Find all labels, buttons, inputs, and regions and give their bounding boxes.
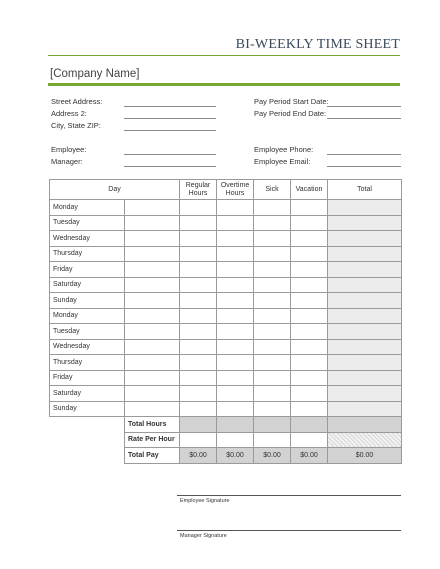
day-notes-cell[interactable] [125,231,180,247]
day-label: Monday [50,308,125,324]
pay-regular: $0.00 [180,448,217,464]
regular-hours-cell[interactable] [180,355,217,371]
day-label: Thursday [50,355,125,371]
regular-hours-cell[interactable] [180,200,217,216]
header-sick: Sick [254,180,291,200]
manager-signature-line[interactable] [177,530,401,531]
sick-cell[interactable] [254,246,291,262]
row-total-cell [328,324,402,340]
summary-rows [50,417,402,464]
row-total-cell [328,339,402,355]
regular-hours-cell[interactable] [180,215,217,231]
day-label: Wednesday [50,231,125,247]
timesheet-table [49,179,402,464]
sick-cell[interactable] [254,277,291,293]
table-row [50,308,402,324]
day-notes-cell[interactable] [125,355,180,371]
regular-hours-cell[interactable] [180,339,217,355]
vacation-cell[interactable] [291,231,328,247]
sick-cell[interactable] [254,200,291,216]
day-notes-cell[interactable] [125,339,180,355]
vacation-cell[interactable] [291,370,328,386]
rate-vacation-input[interactable] [291,432,328,448]
day-notes-cell[interactable] [125,262,180,278]
day-label: Wednesday [50,339,125,355]
regular-hours-cell[interactable] [180,293,217,309]
pay-period-end-input[interactable] [327,118,401,119]
employee-signature-line[interactable] [177,495,401,496]
table-row [50,370,402,386]
vacation-cell[interactable] [291,308,328,324]
address2-input[interactable] [124,118,216,119]
table-row [50,277,402,293]
day-notes-cell[interactable] [125,293,180,309]
row-total-cell [328,308,402,324]
header-regular-hours: Regular Hours [180,180,217,200]
header-divider [48,83,400,86]
table-row [50,355,402,371]
table-row [50,339,402,355]
row-total-cell [328,355,402,371]
total-hours-sick [254,417,291,433]
day-notes-cell[interactable] [125,308,180,324]
total-hours-row [50,417,402,433]
day-notes-cell[interactable] [125,277,180,293]
table-row [50,231,402,247]
day-rows [50,200,402,417]
pay-vacation: $0.00 [291,448,328,464]
vacation-cell[interactable] [291,401,328,417]
pay-period-start-label: Pay Period Start Date: [254,97,329,106]
vacation-cell[interactable] [291,324,328,340]
total-hours-regular [180,417,217,433]
day-label: Saturday [50,386,125,402]
employee-email-input[interactable] [327,166,401,167]
row-total-cell [328,262,402,278]
sick-cell[interactable] [254,401,291,417]
day-notes-cell[interactable] [125,200,180,216]
street-address-input[interactable] [124,106,216,107]
overtime-hours-cell[interactable] [217,370,254,386]
day-label: Thursday [50,246,125,262]
overtime-hours-cell[interactable] [217,277,254,293]
day-notes-cell[interactable] [125,215,180,231]
day-notes-cell[interactable] [125,401,180,417]
vacation-cell[interactable] [291,386,328,402]
table-row [50,401,402,417]
overtime-hours-cell[interactable] [217,386,254,402]
vacation-cell[interactable] [291,215,328,231]
day-label: Saturday [50,277,125,293]
rate-total-cell [328,432,402,448]
regular-hours-cell[interactable] [180,401,217,417]
title-divider [48,55,400,56]
row-total-cell [328,401,402,417]
overtime-hours-cell[interactable] [217,308,254,324]
pay-overtime: $0.00 [217,448,254,464]
row-total-cell [328,246,402,262]
regular-hours-cell[interactable] [180,246,217,262]
overtime-hours-cell[interactable] [217,355,254,371]
regular-hours-cell[interactable] [180,262,217,278]
sick-cell[interactable] [254,262,291,278]
table-row [50,262,402,278]
row-total-cell [328,200,402,216]
sick-cell[interactable] [254,308,291,324]
table-row [50,293,402,309]
row-total-cell [328,215,402,231]
overtime-hours-cell[interactable] [217,246,254,262]
day-label: Sunday [50,401,125,417]
overtime-hours-cell[interactable] [217,324,254,340]
pay-sick: $0.00 [254,448,291,464]
sick-cell[interactable] [254,231,291,247]
header-total: Total [328,180,402,200]
rate-per-hour-label: Rate Per Hour [125,432,180,448]
table-row [50,246,402,262]
company-name-field[interactable]: [Company Name] [50,68,140,80]
day-notes-cell[interactable] [125,370,180,386]
sick-cell[interactable] [254,386,291,402]
header-vacation: Vacation [291,180,328,200]
sick-cell[interactable] [254,355,291,371]
pay-total: $0.00 [328,448,402,464]
employee-input[interactable] [124,154,216,155]
total-hours-overtime [217,417,254,433]
page-title: BI-WEEKLY TIME SHEET [235,37,400,52]
total-hours-total [328,417,402,433]
vacation-cell[interactable] [291,339,328,355]
row-total-cell [328,386,402,402]
pay-period-end-label: Pay Period End Date: [254,109,327,118]
employee-phone-label: Employee Phone: [254,145,314,154]
day-notes-cell[interactable] [125,246,180,262]
rate-overtime-input[interactable] [217,432,254,448]
employee-phone-input[interactable] [327,154,401,155]
vacation-cell[interactable] [291,262,328,278]
city-state-zip-label: City, State ZIP: [51,121,101,130]
rate-regular-input[interactable] [180,432,217,448]
vacation-cell[interactable] [291,200,328,216]
row-total-cell [328,293,402,309]
regular-hours-cell[interactable] [180,277,217,293]
sick-cell[interactable] [254,339,291,355]
manager-label: Manager: [51,157,83,166]
rate-per-hour-row [50,432,402,448]
total-pay-label: Total Pay [125,448,180,464]
day-label: Monday [50,200,125,216]
employee-signature-label: Employee Signature [180,498,230,504]
manager-input[interactable] [124,166,216,167]
overtime-hours-cell[interactable] [217,215,254,231]
vacation-cell[interactable] [291,246,328,262]
pay-period-start-input[interactable] [327,106,401,107]
table-row [50,215,402,231]
sick-cell[interactable] [254,293,291,309]
day-label: Sunday [50,293,125,309]
regular-hours-cell[interactable] [180,370,217,386]
table-row [50,324,402,340]
overtime-hours-cell[interactable] [217,401,254,417]
regular-hours-cell[interactable] [180,231,217,247]
regular-hours-cell[interactable] [180,308,217,324]
address2-label: Address 2: [51,109,87,118]
day-notes-cell[interactable] [125,324,180,340]
overtime-hours-cell[interactable] [217,262,254,278]
regular-hours-cell[interactable] [180,386,217,402]
sick-cell[interactable] [254,370,291,386]
total-hours-label: Total Hours [125,417,180,433]
table-row [50,386,402,402]
overtime-hours-cell[interactable] [217,231,254,247]
day-label: Friday [50,262,125,278]
rate-sick-input[interactable] [254,432,291,448]
row-total-cell [328,277,402,293]
manager-signature-label: Manager Signature [180,533,227,539]
day-label: Tuesday [50,215,125,231]
day-label: Tuesday [50,324,125,340]
vacation-cell[interactable] [291,355,328,371]
employee-email-label: Employee Email: [254,157,311,166]
header-day: Day [50,180,180,200]
row-total-cell [328,370,402,386]
street-address-label: Street Address: [51,97,103,106]
vacation-cell[interactable] [291,277,328,293]
total-hours-vacation [291,417,328,433]
row-total-cell [328,231,402,247]
overtime-hours-cell[interactable] [217,200,254,216]
day-notes-cell[interactable] [125,386,180,402]
sick-cell[interactable] [254,324,291,340]
overtime-hours-cell[interactable] [217,339,254,355]
vacation-cell[interactable] [291,293,328,309]
day-label: Friday [50,370,125,386]
total-pay-row [50,448,402,464]
table-header-row [50,180,402,200]
city-state-zip-input[interactable] [124,130,216,131]
employee-label: Employee: [51,145,87,154]
overtime-hours-cell[interactable] [217,293,254,309]
regular-hours-cell[interactable] [180,324,217,340]
sick-cell[interactable] [254,215,291,231]
table-row [50,200,402,216]
header-overtime-hours: Overtime Hours [217,180,254,200]
